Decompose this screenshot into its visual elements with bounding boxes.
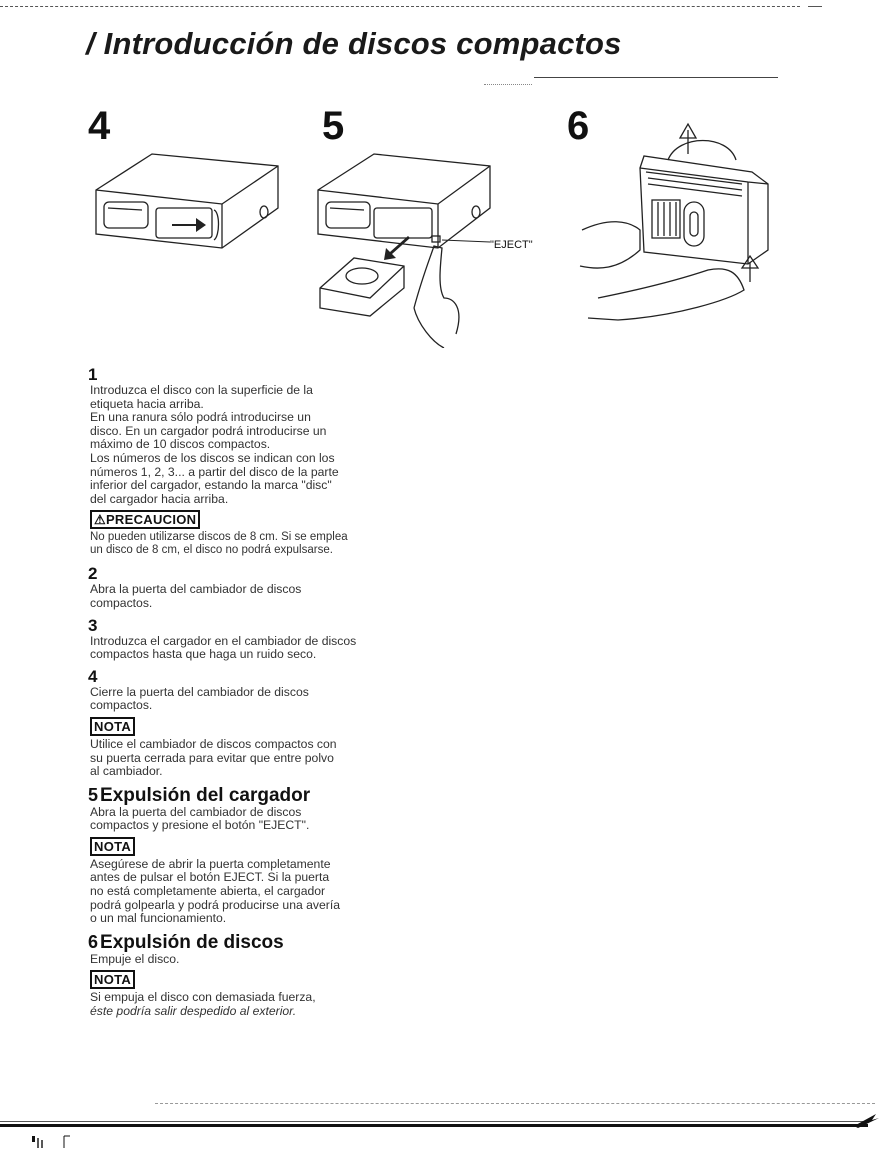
- note-text-line: su puerta cerrada para evitar que entre polvo: [90, 750, 334, 765]
- item-text-line: Introduzca el disco con la superficie de la: [90, 383, 313, 397]
- note-label: NOTA: [90, 970, 135, 989]
- section-heading: [88, 785, 488, 806]
- item-text-line: números 1, 2, 3... a partir del disco de la parte: [90, 464, 339, 479]
- heading-number: 6: [88, 931, 99, 952]
- heading-text: Expulsión del cargador: [100, 784, 311, 806]
- item-number: 1: [88, 365, 98, 384]
- item-text-line: inferior del cargador, estando la marca "disc": [90, 478, 332, 493]
- eject-callout: "EJECT": [490, 239, 533, 251]
- corner-mark-icon: [854, 1110, 879, 1128]
- title-underline-dotted: [484, 84, 532, 85]
- disc-eject-illustration: [578, 120, 778, 330]
- illustration-step-6-number: 6: [567, 104, 590, 148]
- illustration-step-5-number: 5: [322, 104, 345, 148]
- item-2: [88, 565, 488, 610]
- page-title: / Introducción de discos compactos: [86, 26, 622, 61]
- note-text-line: éste podría salir despedido al exterior.: [90, 1004, 297, 1019]
- heading-text: Expulsión de discos: [100, 931, 284, 953]
- item-text-line: etiqueta hacia arriba.: [90, 396, 204, 411]
- item-text-line: Introduzca el cargador en el cambiador de discos: [90, 633, 357, 648]
- item-text-line: compactos y presione el botón "EJECT".: [90, 818, 310, 833]
- item-6: [88, 932, 488, 1019]
- note-text-line: no está completamente abierta, el cargador: [90, 884, 326, 899]
- item-1: [88, 366, 488, 557]
- bottom-thin-rule: [0, 1121, 868, 1122]
- bottom-dashed-rule: [155, 1103, 875, 1104]
- heading-number: 5: [88, 784, 99, 805]
- note-text-line: podrá golpearla y podrá producirse una avería: [90, 897, 341, 912]
- note-text-line: o un mal funcionamiento.: [90, 911, 227, 926]
- item-5: [88, 785, 488, 926]
- item-number: 3: [88, 615, 98, 635]
- item-text-line: disco. En un cargador podrá introducirse un: [90, 423, 327, 438]
- item-text-line: Los números de los discos se indican con los: [90, 450, 335, 465]
- bottom-thick-rule: [0, 1124, 868, 1127]
- item-text-line: compactos hasta que haga un ruido seco.: [90, 647, 317, 662]
- note-text-line: Si empuja el disco con demasiada fuerza,: [90, 990, 316, 1005]
- note-label: NOTA: [90, 837, 135, 856]
- item-text-line: compactos.: [90, 595, 153, 610]
- instructions-column: [88, 366, 488, 1023]
- note-text-line: Utilice el cambiador de discos compactos con: [90, 736, 337, 751]
- changer-eject-illustration: [314, 148, 494, 348]
- caution-text-line: No pueden utilizarse discos de 8 cm. Si se emplea: [90, 531, 348, 544]
- note-text-line: Asegúrese de abrir la puerta completamente: [90, 856, 331, 871]
- item-text-line: Cierre la puerta del cambiador de discos: [90, 684, 309, 699]
- title-underline: [534, 77, 778, 78]
- item-number: 2: [88, 564, 98, 584]
- caution-label: ⚠PRECAUCION: [90, 510, 200, 529]
- note-text-line: al cambiador.: [90, 764, 163, 779]
- item-text-line: Abra la puerta del cambiador de discos: [90, 804, 302, 819]
- note-label: NOTA: [90, 717, 135, 736]
- item-text-line: Empuje el disco.: [90, 951, 180, 966]
- item-text-line: compactos.: [90, 698, 153, 713]
- item-text-line: máximo de 10 discos compactos.: [90, 437, 271, 452]
- illustration-step-4-number: 4: [88, 104, 111, 148]
- caution-text-line: un disco de 8 cm, el disco no podrá expulsarse.: [90, 544, 333, 557]
- arrow-down-left-icon: [384, 236, 410, 260]
- item-text-line: del cargador hacia arriba.: [90, 491, 229, 506]
- note-text-line: antes de pulsar el botón EJECT. Si la puerta: [90, 870, 330, 885]
- item-number: 4: [88, 666, 98, 686]
- item-text-line: En una ranura sólo podrá introducirse un: [90, 410, 311, 425]
- top-rule-fragment: [808, 6, 822, 7]
- item-3: [88, 617, 488, 662]
- changer-insert-illustration: [92, 148, 282, 258]
- arrow-right-icon: [172, 218, 206, 232]
- section-heading: [88, 932, 488, 953]
- item-text-line: Abra la puerta del cambiador de discos: [90, 582, 302, 597]
- top-dashed-rule: [0, 6, 800, 7]
- registration-mark-icon: [30, 1130, 70, 1150]
- item-4: [88, 668, 488, 779]
